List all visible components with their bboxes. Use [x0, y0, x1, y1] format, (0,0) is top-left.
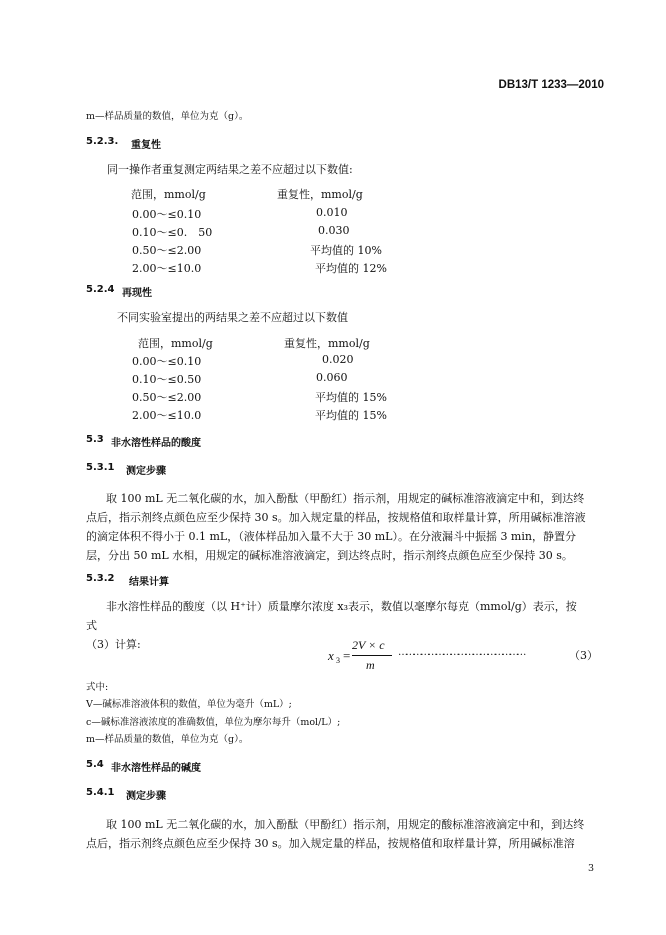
section-5-3-1-paragraph	[86, 489, 586, 565]
paragraph-line: 非水溶性样品的酸度（以 H⁺计）质量摩尔浓度 x₃表示，数值以毫摩尔每克（mmol/g）表示，按式	[86, 600, 577, 632]
table-cell: 0.50～≤2.00	[132, 244, 202, 257]
formula-lhs-subscript: 3	[336, 656, 340, 665]
table-cell: 2.00～≤10.0	[132, 262, 202, 275]
paragraph-line: 层，分出 50 mL 水相，用规定的碱标准溶液滴定，到达终点时，指示剂终点颜色应至少保持 30 s。	[86, 549, 573, 562]
section-5-4-1-number: 5.4.1	[86, 787, 115, 798]
section-5-3-1-title: 测定步骤	[126, 466, 166, 477]
section-5-3-1-number: 5.3.1	[86, 462, 115, 473]
section-5-4-1-paragraph	[86, 815, 586, 853]
definition-c: c—碱标准溶液浓度的准确数值，单位为摩尔每升（mol/L）;	[86, 717, 341, 728]
section-5-3-2-paragraph	[86, 597, 586, 654]
section-5-2-3-number: 5.2.3.	[86, 136, 119, 147]
section-5-3-2-title: 结果计算	[129, 577, 169, 588]
table-cell: 0.020	[322, 353, 354, 366]
table-header-range: 范围，mmol/g	[138, 337, 213, 350]
page-number: 3	[587, 863, 594, 874]
table-header-value: 重复性，mmol/g	[277, 188, 363, 201]
table-header-value: 重复性，mmol/g	[284, 337, 370, 350]
section-5-4-number: 5.4	[86, 759, 104, 770]
section-5-2-3-title: 重复性	[131, 140, 161, 151]
paragraph-line: 点后，指示剂终点颜色应至少保持 30 s。加入规定量的样品，按规格值和取样量计算，所用碱标准溶	[86, 837, 575, 850]
definition-m: m—样品质量的数值，单位为克（g）。	[86, 734, 249, 745]
table-cell: 平均值的 10%	[310, 244, 382, 257]
table-cell: 0.030	[318, 224, 350, 237]
paragraph-line: （3）计算:	[86, 638, 141, 651]
formula-label: （3）	[569, 649, 598, 662]
table-cell: 0.00～≤0.10	[132, 355, 202, 368]
document-id: DB13/T 1233—2010	[498, 79, 604, 91]
table-cell: 2.00～≤10.0	[132, 409, 202, 422]
paragraph-line: 的滴定体积不得小于 0.1 mL，（液体样品加入量不大于 30 mL）。在分液漏斗中振摇 3 min，静置分	[86, 530, 576, 543]
section-5-3-title: 非水溶性样品的酸度	[111, 438, 201, 449]
formula-leader-dots: ……………………………………………	[398, 647, 524, 658]
fraction-bar	[352, 655, 392, 656]
table-header-range: 范围，mmol/g	[131, 188, 206, 201]
section-5-2-4-number: 5.2.4	[86, 284, 115, 295]
paragraph-line: 点后，指示剂终点颜色应至少保持 30 s。加入规定量的样品，按规格值和取样量计算，所用碱标准溶液	[86, 511, 586, 524]
table-cell: 0.010	[316, 206, 348, 219]
top-note: m—样品质量的数值，单位为克（g）。	[86, 111, 249, 122]
section-5-2-4-title: 再现性	[122, 288, 152, 299]
formula-numerator: 2V × c	[352, 638, 385, 652]
section-5-4-1-title: 测定步骤	[126, 791, 166, 802]
section-5-2-4-intro: 不同实验室提出的两结果之差不应超过以下数值	[117, 311, 348, 324]
paragraph-line: 取 100 mL 无二氧化碳的水，加入酚酞（甲酚红）指示剂，用规定的酸标准溶液滴定中和，到达终	[106, 818, 585, 831]
section-5-4-title: 非水溶性样品的碱度	[111, 763, 201, 774]
table-cell: 平均值的 15%	[315, 391, 387, 404]
table-cell: 0.10～≤0.50	[132, 373, 202, 386]
section-5-3-2-number: 5.3.2	[86, 573, 115, 584]
formula-denominator: m	[366, 658, 375, 672]
section-5-2-3-intro: 同一操作者重复测定两结果之差不应超过以下数值:	[107, 163, 353, 176]
paragraph-line: 取 100 mL 无二氧化碳的水，加入酚酞（甲酚红）指示剂，用规定的碱标准溶液滴定中和，到达终	[106, 492, 585, 505]
section-5-3-number: 5.3	[86, 434, 104, 445]
table-cell: 0.00～≤0.10	[132, 208, 202, 221]
formula-lhs: x	[328, 648, 334, 663]
table-cell: 0.50～≤2.00	[132, 391, 202, 404]
where-label: 式中:	[86, 682, 109, 693]
table-cell: 平均值的 12%	[315, 262, 387, 275]
definition-v: V—碱标准溶液体积的数值，单位为毫升（mL）;	[86, 699, 292, 710]
table-cell: 0.060	[316, 371, 348, 384]
table-cell: 平均值的 15%	[315, 409, 387, 422]
table-cell: 0.10～≤0. 50	[132, 226, 213, 239]
formula-equals: =	[343, 648, 351, 663]
